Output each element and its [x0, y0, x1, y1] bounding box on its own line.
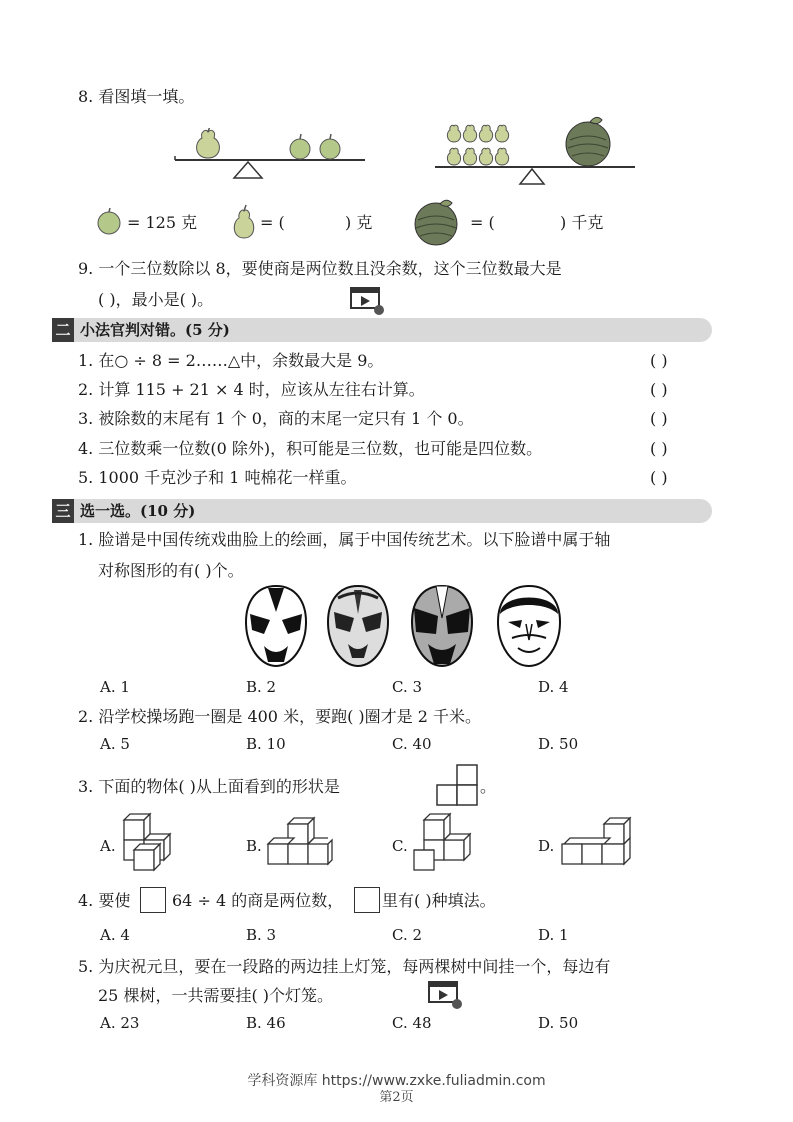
s3-q1-option-b[interactable]: B. 2 — [246, 678, 277, 696]
cube-figure-d — [558, 816, 638, 872]
section-3-header — [52, 499, 712, 523]
cube-figure-c — [410, 812, 480, 872]
s3-q2-option-c[interactable]: C. 40 — [392, 735, 432, 753]
section-2-number: 二 — [52, 318, 74, 342]
watermark: 学科资源库 https://www.zxke.fuliadmin.com — [247, 1073, 546, 1089]
s3-q5-option-d[interactable]: D. 50 — [538, 1014, 579, 1032]
s3-q4-option-a[interactable]: A. 4 — [100, 926, 130, 944]
s3-q1-line1: 1. 脸谱是中国传统戏曲脸上的绘画，属于中国传统艺术。以下脸谱中属于轴 — [78, 530, 611, 549]
cube-figure-b — [264, 816, 334, 872]
section-2-title: 小法官判对错。(5 分) — [80, 321, 230, 339]
video-play-icon[interactable] — [350, 286, 386, 316]
opera-mask-3 — [410, 584, 474, 668]
q9-line2: ( )，最小是( )。 — [98, 290, 214, 309]
opera-mask-2 — [326, 584, 390, 668]
top-view-shape — [436, 764, 480, 806]
blank-box-1[interactable] — [140, 887, 166, 913]
balance-scale-pear-apples — [170, 128, 370, 188]
video-play-icon[interactable] — [428, 980, 464, 1010]
judge-answer-4[interactable]: ( ) — [650, 439, 668, 458]
s3-q2-option-d[interactable]: D. 50 — [538, 735, 579, 753]
judge-item-1: 1. 在○ ÷ 8 = 2……△中，余数最大是 9。 — [78, 351, 384, 370]
melon-eq-close: ) 千克 — [560, 213, 604, 232]
melon-eq-open: = ( — [470, 213, 495, 232]
opera-mask-4 — [496, 584, 562, 668]
s3-q5-line1: 5. 为庆祝元旦，要在一段路的两边挂上灯笼，每两棵树中间挂一个，每边有 — [78, 957, 611, 976]
page-number: 第2页 — [379, 1090, 414, 1105]
s3-q4-option-b[interactable]: B. 3 — [246, 926, 277, 944]
s3-q3-line1: 3. 下面的物体( )从上面看到的形状是 — [78, 777, 340, 796]
s3-q2-line1: 2. 沿学校操场跑一圈是 400 米，要跑( )圈才是 2 千米。 — [78, 707, 481, 726]
judge-item-3: 3. 被除数的末尾有 1 个 0，商的末尾一定只有 1 个 0。 — [78, 409, 474, 428]
section-3-title: 选一选。(10 分) — [80, 502, 196, 520]
q9-line1: 9. 一个三位数除以 8，要使商是两位数且没余数，这个三位数最大是 — [78, 259, 562, 278]
s3-q2-option-a[interactable]: A. 5 — [100, 735, 130, 753]
s3-q1-option-c[interactable]: C. 3 — [392, 678, 423, 696]
s3-q4-part3: 里有( )种填法。 — [382, 891, 496, 910]
judge-answer-5[interactable]: ( ) — [650, 468, 668, 487]
cube-figure-a — [118, 812, 194, 872]
section-2-header — [52, 318, 712, 342]
s3-q4-part1: 4. 要使 — [78, 891, 131, 910]
s3-q1-option-a[interactable]: A. 1 — [100, 678, 130, 696]
s3-q3-option-d[interactable]: D. — [538, 837, 555, 855]
s3-q3-option-c[interactable]: C. — [392, 837, 408, 855]
s3-q5-option-a[interactable]: A. 23 — [100, 1014, 140, 1032]
judge-answer-2[interactable]: ( ) — [650, 380, 668, 399]
blank-box-2[interactable] — [354, 887, 380, 913]
s3-q3-option-b[interactable]: B. — [246, 837, 262, 855]
pear-eq-close: ) 克 — [345, 213, 373, 232]
balance-scale-pears-melon — [430, 112, 640, 187]
s3-q5-option-b[interactable]: B. 46 — [246, 1014, 286, 1032]
s3-q3-line1-end: 。 — [480, 777, 497, 796]
judge-item-5: 5. 1000 千克沙子和 1 吨棉花一样重。 — [78, 468, 357, 487]
s3-q5-option-c[interactable]: C. 48 — [392, 1014, 432, 1032]
s3-q5-line2: 25 棵树，一共需要挂( )个灯笼。 — [98, 986, 334, 1005]
s3-q1-option-d[interactable]: D. 4 — [538, 678, 569, 696]
s3-q4-option-c[interactable]: C. 2 — [392, 926, 423, 944]
pear-icon — [230, 204, 258, 240]
q8-title: 8. 看图填一填。 — [78, 87, 195, 106]
judge-item-2: 2. 计算 115 + 21 × 4 时，应该从左往右计算。 — [78, 380, 425, 399]
melon-icon — [410, 198, 466, 246]
s3-q3-option-a[interactable]: A. — [100, 837, 116, 855]
s3-q4-option-d[interactable]: D. 1 — [538, 926, 569, 944]
judge-answer-3[interactable]: ( ) — [650, 409, 668, 428]
section-3-number: 三 — [52, 499, 74, 523]
s3-q4-part2: 64 ÷ 4 的商是两位数， — [172, 891, 344, 910]
apple-weight: = 125 克 — [127, 213, 198, 232]
pear-eq-open: = ( — [260, 213, 285, 232]
judge-item-4: 4. 三位数乘一位数(0 除外)，积可能是三位数，也可能是四位数。 — [78, 439, 543, 458]
judge-answer-1[interactable]: ( ) — [650, 351, 668, 370]
s3-q2-option-b[interactable]: B. 10 — [246, 735, 286, 753]
opera-mask-1 — [244, 584, 308, 668]
apple-icon — [95, 208, 125, 236]
s3-q1-line2: 对称图形的有( )个。 — [98, 561, 244, 580]
